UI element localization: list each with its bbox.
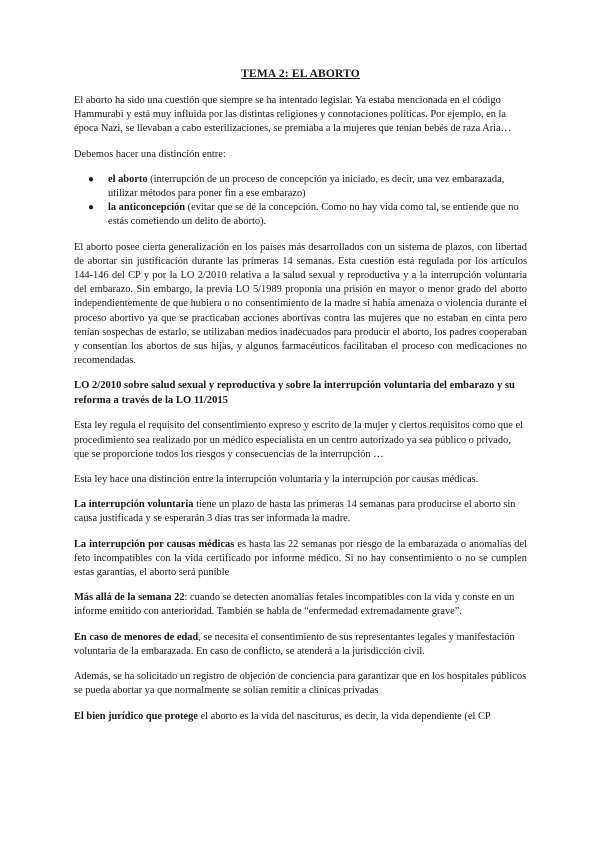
bullet-term: la anticoncepción [108, 202, 186, 214]
minors-term: En caso de menores de edad [74, 631, 199, 643]
minors-paragraph [74, 631, 527, 659]
voluntary-term: La interrupción voluntaria [74, 499, 194, 511]
bullet-term: el aborto [108, 173, 148, 185]
legal-paragraph: El aborto posee cierta generalización en los países más desarrollados con un sistema de plazos, con libertad de abortar sin justificación durante las primeras 14 semanas. Esta cuestión está regulada por los artículos 144-146 del CP y por la LO 2/2010 relativa a la salud sexual y reproductiva y a la interrupción voluntaria del embarazo. Sin embargo, la previa LO 5/1989 proponía una prisión en mayor o menor grado del aborto independientemente de que hubiera o no consentimiento de la madre si había amenaza o violencia durante el proceso abortivo ya que se practicaban acciones abortivas contra las mujeres que no estaban en cinta pero tenían sospechas de estarlo, se utilizaban medios inadecuados para producir el aborto, los padres cooperaban y consentían los abortos de sus hijas, y algunos farmacéuticos facilitaban el proceso con medicaciones no recomendadas. [74, 241, 527, 367]
legal-good-text: el aborto es la vida del nasciturus, es decir, la vida dependiente (el CP [197, 710, 491, 722]
week22-paragraph [74, 591, 527, 619]
legal-good-paragraph [74, 710, 527, 724]
bullet-text: (evitar que se dé la concepción. Como no hay vida como tal, se entiende que no estás cometiendo un delito de aborto). [108, 202, 519, 228]
objection-paragraph: Además, se ha solicitado un registro de objeción de conciencia para garantizar que en los hospitales públicos se pueda abortar ya que normalmente se solían remitir a clínicas privadas [74, 671, 527, 697]
medical-term: La interrupción por causas médicas [74, 538, 235, 550]
intro-paragraph: El aborto ha sido una cuestión que siempre se ha intentado legislar. Ya estaba mencionada en el código Hammurabi y está muy influida por las distintas religiones y connotaciones políticas. Por ejemplo, en la época Nazi, se llevaban a cabo esterilizaciones, se premiaba a la mujeres que tenían bebés de raza Aria… [74, 95, 512, 135]
distinction-list [74, 173, 527, 230]
medical-paragraph [74, 538, 527, 581]
law-paragraph: Esta ley regula el requisito del consentimiento expreso y escrito de la mujer y ciertos requisitos como que el procedimiento sea realizado por un médico especialista en un centro autorizado ya sea público o privado, que se proporcione todos los riesgos y consecuencias de la interrupción … [74, 420, 523, 460]
section-heading: LO 2/2010 sobre salud sexual y reproductiva y sobre la interrupción voluntaria del embarazo y su reforma a través de la LO 11/2015 [74, 380, 515, 406]
voluntary-text: tiene un plazo de hasta las primeras 14 semanas para producirse el aborto sin causa justificada y se esperarán 3 días tras ser informada la madre. [74, 499, 516, 525]
bullet-icon: ● [88, 202, 95, 214]
medical-text: es hasta las 22 semanas por riesgo de la embarazada o anomalías del feto incompatibles con la vida certificado por informe médico. Si no hay consentimiento o no se cumplen estas garantías, el aborto será punible [74, 538, 528, 579]
minors-text: , se necesita el consentimiento de sus representantes legales y manifestación voluntaria de la embarazada. En caso de conflicto, se atenderá a la jurisdicción civil. [74, 631, 515, 657]
distinction-intro: Debemos hacer una distinción entre: [74, 148, 226, 160]
list-item [74, 173, 527, 201]
bullet-icon: ● [88, 173, 95, 185]
voluntary-paragraph [74, 498, 527, 526]
page-title: TEMA 2: EL ABORTO [241, 68, 360, 80]
week22-text: : cuando se detecten anomalías fetales incompatibles con la vida y conste en un informe emitido con anterioridad. También se habla de “enfermedad extremadamente grave”. [74, 592, 515, 618]
distinction-paragraph: Esta ley hace una distinción entre la interrupción voluntaria y la interrupción por causas médicas. [74, 474, 479, 486]
list-item [74, 201, 527, 229]
bullet-text: (interrupción de un proceso de concepción ya iniciado, es decir, una vez embarazada, utilizar métodos para poner fin a ese embarazo) [108, 173, 505, 200]
legal-good-term: El bien jurídico que protege [74, 710, 198, 722]
week22-term: Más allá de la semana 22 [74, 592, 185, 604]
